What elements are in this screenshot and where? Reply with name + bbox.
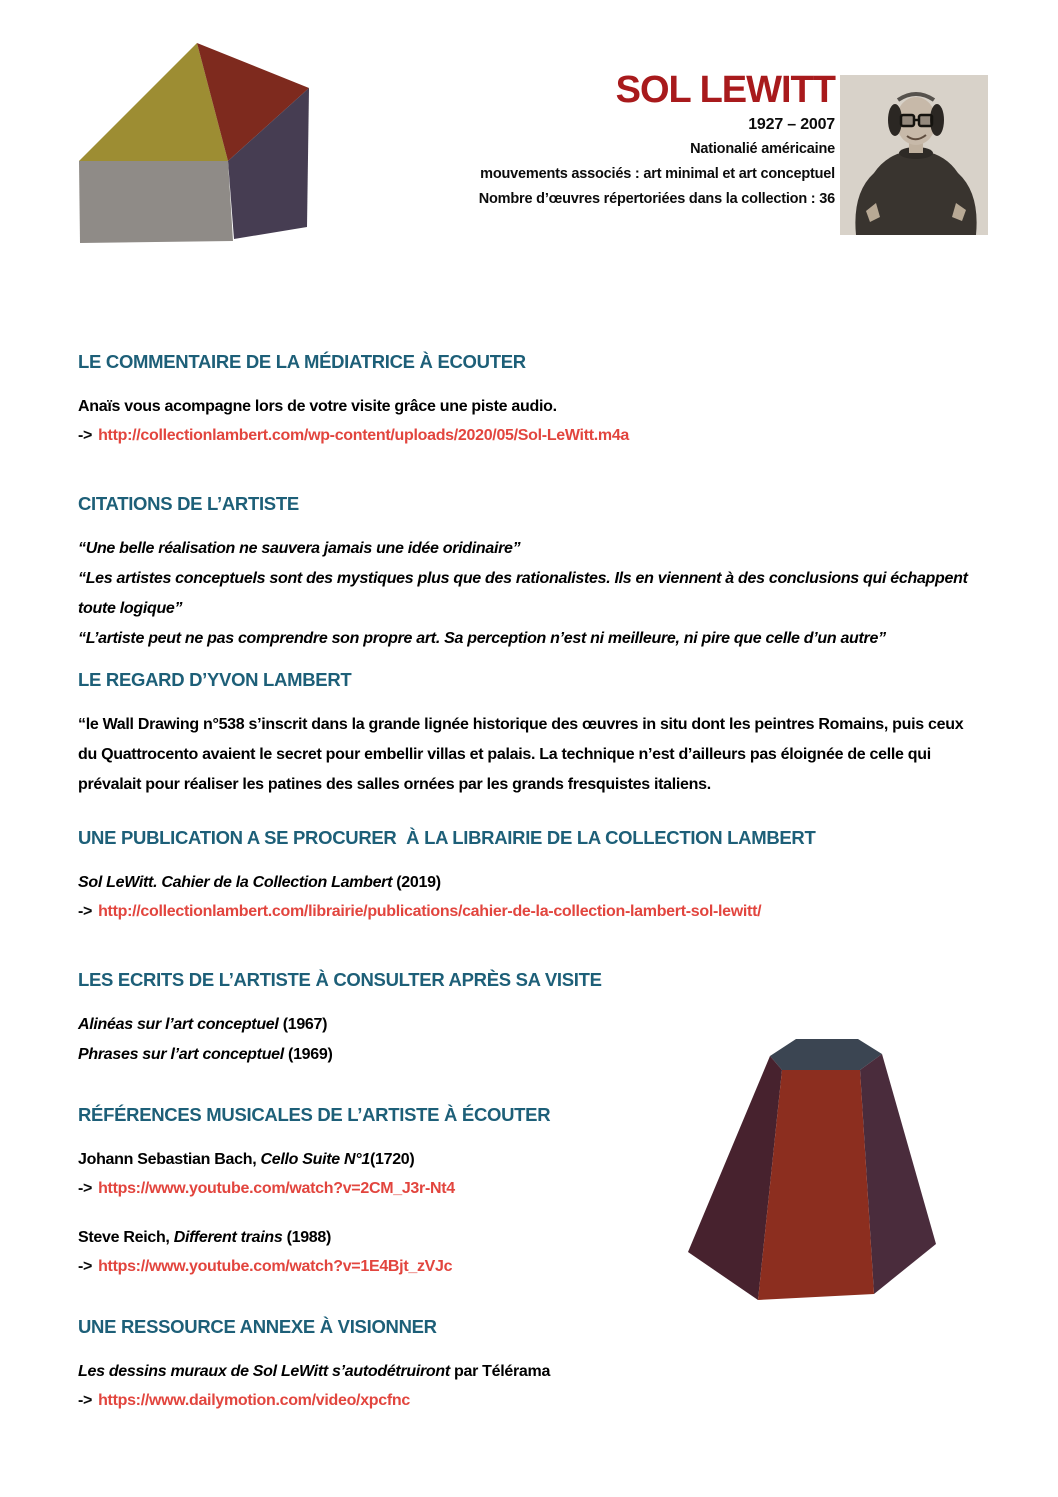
house-front-face [79,161,233,243]
header-info [479,68,835,212]
section-publication [78,826,978,926]
section-regard [78,668,978,800]
audio-track-link[interactable]: http://collectionlambert.com/wp-content/uploads/2020/05/Sol-LeWitt.m4a [98,427,630,444]
section-heading-commentary: LE COMMENTAIRE DE LA MÉDIATRICE À ECOUTER [78,351,526,372]
writing-year: (1967) [278,1016,328,1033]
artist-nationality: Nationalié américaine [690,141,835,157]
resource-link-line [78,1387,978,1415]
artist-movements: mouvements associés : art minimal et art conceptuel [480,166,835,182]
artist-portrait-photo [840,75,988,235]
youtube-link-reich[interactable]: https://www.youtube.com/watch?v=1E4Bjt_zVJc [98,1258,453,1275]
writing-year: (1969) [283,1046,333,1063]
publication-link-line [78,898,978,926]
music-year: (1720) [369,1151,415,1168]
link-arrow: -> [78,903,93,920]
commentary-text: Anaïs vous acompagne lors de votre visite grâce une piste audio. [78,398,557,415]
pyramid-top-face [770,1039,882,1070]
resource-title-line [78,1357,978,1387]
section-commentary [78,350,978,450]
section-heading-regard: LE REGARD D’YVON LAMBERT [78,669,352,690]
sculpture-house-image [76,40,312,245]
artist-name-title: SOL LEWITT [615,69,835,111]
artist-quote: “Les artistes conceptuels sont des mystiques plus que des rationalistes. Ils en viennent à des conclusions qui échappent toute logique” [78,570,968,617]
section-citations [78,492,978,654]
section-heading-citations: CITATIONS DE L’ARTISTE [78,493,299,514]
artist-collection-count: Nombre d’œuvres répertoriées dans la collection : 36 [478,191,835,207]
music-year: (1988) [282,1229,332,1246]
artist-quote: “Une belle réalisation ne sauvera jamais une idée oridinaire” [78,540,521,557]
publication-link[interactable]: http://collectionlambert.com/librairie/publications/cahier-de-la-collection-lambert-sol-lewitt/ [98,903,762,920]
music-work: Different trains [173,1229,283,1246]
commentary-link-line [78,422,978,450]
section-heading-music: RÉFÉRENCES MUSICALES DE L’ARTISTE À ÉCOUTER [78,1104,551,1125]
music-work: Cello Suite N°1 [260,1151,370,1168]
resource-title: Les dessins muraux de Sol LeWitt s’autodétruiront [78,1363,450,1380]
music-artist: Johann Sebastian Bach, [78,1151,261,1168]
section-heading-resource: UNE RESSOURCE ANNEXE À VISIONNER [78,1316,437,1337]
writing-title: Phrases sur l’art conceptuel [78,1046,284,1063]
writing-title: Alinéas sur l’art conceptuel [78,1016,279,1033]
music-artist: Steve Reich, [78,1229,174,1246]
regard-text: “le Wall Drawing n°538 s’inscrit dans la grande lignée historique des œuvres in situ dont les peintres Romains, puis ceux du Quattrocento avaient le secret pour embellir villas et palais. La technique n’est d’ailleurs pas éloignée de celle qui prévalait pour réaliser les patines des salles ornées par les grands fresquistes italiens. [78,716,964,793]
artist-quote: “L’artiste peut ne pas comprendre son propre art. Sa perception n’est ni meilleure, ni pire que celle d’un autre” [78,630,886,647]
link-arrow: -> [78,1392,93,1409]
link-arrow: -> [78,1258,93,1275]
dailymotion-link[interactable]: https://www.dailymotion.com/video/xpcfnc [98,1392,410,1409]
resource-suffix: par Télérama [449,1363,551,1380]
section-resource [78,1315,978,1415]
publication-title: Sol LeWitt. Cahier de la Collection Lambert [78,874,393,891]
link-arrow: -> [78,1180,93,1197]
section-heading-publication: UNE PUBLICATION A SE PROCURER À LA LIBRAIRIE DE LA COLLECTION LAMBERT [78,827,816,848]
publication-year: (2019) [392,874,441,891]
publication-title-line [78,868,978,898]
section-heading-writings: LES ECRITS DE L’ARTISTE À CONSULTER APRÈS SA VISITE [78,969,602,990]
youtube-link-bach[interactable]: https://www.youtube.com/watch?v=2CM_J3r-Nt4 [98,1180,455,1197]
sculpture-pyramid-image [684,1032,940,1302]
artist-dates: 1927 – 2007 [748,116,835,133]
link-arrow: -> [78,427,93,444]
